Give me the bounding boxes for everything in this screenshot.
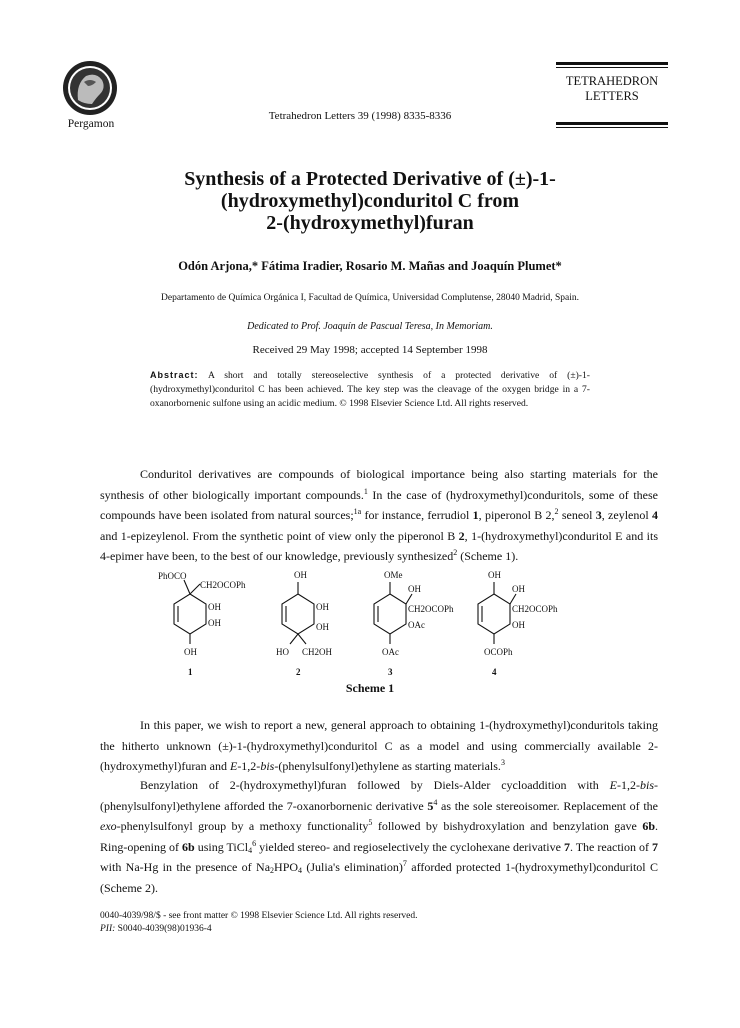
text-run: Benzylation of 2-(hydroxymethyl)furan followed by Diels-Alder cycloaddition with [140, 778, 610, 792]
text-run: E [609, 778, 617, 792]
compound-4-bottom: OCOPh [484, 647, 513, 657]
compound-3-structure [374, 582, 412, 644]
reference-mark: 1 [363, 486, 368, 496]
masthead-rule-bottom-thin [556, 127, 668, 128]
text-run: as the sole stereoisomer. Replacement of the [437, 798, 658, 813]
compound-number: 1 [472, 508, 479, 523]
affiliation: Departamento de Química Orgánica I, Facultad de Química, Universidad Complutense, 28040 Madrid, Spain. [161, 293, 579, 303]
text-run: , piperonol B 2, [478, 508, 555, 523]
text-run: -(phenylsulfonyl)ethylene as starting materials. [274, 759, 501, 774]
pii-label: PII: [100, 924, 116, 934]
compound-2-r2: OH [316, 622, 329, 632]
compound-number: 7 [652, 839, 659, 854]
text-run: HPO [274, 860, 299, 875]
received-dates: Received 29 May 1998; accepted 14 September 1998 [252, 344, 488, 356]
compound-4-r2: OH [512, 620, 525, 630]
journal-name [556, 74, 668, 104]
compound-number: 6b [182, 839, 195, 854]
compound-4-r1: CH2OCOPh [512, 604, 558, 614]
text-run: using TiCl [194, 839, 249, 854]
compound-2-structure [282, 582, 314, 644]
compound-number: 2 [458, 528, 465, 543]
pii-value: S0040-4039(98)01936-4 [115, 924, 212, 934]
compound-1-r1: OH [208, 602, 221, 612]
journal-citation: Tetrahedron Letters 39 (1998) 8335-8336 [268, 110, 452, 122]
compound-number: 5 [427, 798, 434, 813]
text-run: and 1-epizeylenol. From the synthetic point of view only the piperonol B [100, 528, 459, 543]
text-run: . The reaction of [569, 839, 653, 854]
compound-number: 6b [642, 819, 655, 834]
compound-number: 3 [595, 508, 602, 523]
dedication: Dedicated to Prof. Joaquín de Pascual Teresa, In Memoriam. [247, 321, 493, 332]
journal-name-line2: LETTERS [585, 89, 639, 103]
text-run: , zeylenol [601, 508, 652, 523]
text-run: . Ring-opening of [100, 819, 658, 854]
scheme-1-structures [150, 566, 590, 676]
pergamon-logo [62, 60, 118, 116]
reference-mark: 3 [500, 758, 505, 768]
reference-mark: 6 [252, 838, 257, 848]
abstract [150, 368, 590, 411]
reference-mark: 4 [433, 797, 438, 807]
compound-number: 4 [652, 508, 658, 523]
masthead-rule-bottom [556, 122, 668, 125]
publisher-name: Pergamon [67, 118, 115, 130]
reference-mark: 2 [453, 548, 458, 558]
compound-4-structure [478, 582, 516, 644]
subscript: 4 [298, 866, 303, 876]
text-run: E [229, 759, 238, 774]
text-run: In the case of (hydroxymethyl)conduritols, some of these compounds have been isolated from natural sources; [100, 487, 658, 523]
compound-3-r1: CH2OCOPh [408, 604, 454, 614]
text-run: In this paper, we wish to report a new, general approach to obtaining 1-(hydroxymethyl)conduritols taking the hitherto unknown (±)-1-(hydroxymethyl)conduritol C as a model and using commercially available 2-(hydroxymethyl)furan and [100, 718, 658, 774]
reference-mark: 2 [554, 507, 559, 517]
compound-1-top-left: PhOCO [158, 571, 187, 581]
compound-1-number: 1 [188, 667, 193, 676]
compound-4-number: 4 [492, 667, 497, 676]
compound-3-top: OMe [384, 570, 403, 580]
compound-2-number: 2 [296, 667, 301, 676]
text-run: Conduritol derivatives are compounds of biological importance being also starting materials for the synthesis of other biologically important compounds. [100, 467, 658, 502]
text-run: for instance, ferrudiol [361, 508, 473, 523]
text-run: (Julia's elimination) [302, 860, 403, 875]
text-run: bis [639, 778, 654, 792]
text-run: , 1-(hydroxymethyl)conduritol E and its 4-epimer have been, to the best of our knowledge, previously synthesized [100, 528, 658, 564]
text-run: (Scheme 1). [457, 549, 519, 564]
text-run: afforded protected 1-(hydroxymethyl)conduritol C (Scheme 2). [100, 860, 658, 895]
compound-2-top: OH [294, 570, 307, 580]
reference-mark: 1a [353, 507, 362, 517]
compound-2-bottom-right: CH2OH [302, 647, 333, 657]
body-paragraph-3 [100, 775, 658, 899]
text-run: -(phenylsulfonyl)ethylene afforded the 7-oxanorbornenic derivative [100, 778, 658, 813]
article-title [140, 168, 600, 234]
compound-1-top-right: CH2OCOPh [200, 580, 246, 590]
compound-1-bottom: OH [184, 647, 197, 657]
text-run: -phenylsulfonyl group by a methoxy functionality [116, 819, 369, 834]
text-run: followed by bishydroxylation and benzylation gave [372, 819, 643, 834]
reference-mark: 7 [402, 859, 407, 869]
copyright-line: 0040-4039/98/$ - see front matter © 1998 Elsevier Science Ltd. All rights reserved. [100, 911, 418, 921]
text-run: exo [100, 819, 117, 834]
journal-name-line1: TETRAHEDRON [565, 74, 659, 88]
compound-3-number: 3 [388, 667, 393, 676]
masthead-rule-top-thin [556, 67, 668, 68]
text-run: bis [260, 759, 275, 774]
compound-number: 7 [563, 839, 570, 854]
compound-1-r2: OH [208, 618, 221, 628]
body-paragraph-2 [100, 715, 658, 777]
subscript: 4 [248, 845, 253, 855]
title-line-1: Synthesis of a Protected Derivative of (±)-1- [184, 168, 556, 190]
abstract-text: A short and totally stereoselective synthesis of a protected derivative of (±)-1-(hydroxymethyl)conduritol C has been achieved. The key step was the cleavage of the oxygen bridge in a 7-oxanorbornenic sulfone using an acidic medium. © 1998 Elsevier Science Ltd. All rights reserved. [150, 370, 590, 409]
reference-mark: 5 [368, 818, 373, 828]
body-paragraph-1 [100, 464, 658, 567]
scheme-caption: Scheme 1 [345, 681, 395, 695]
pii-line [100, 923, 600, 936]
text-run: seneol [558, 508, 596, 523]
page-footer [100, 910, 600, 936]
compound-3-top-right: OH [408, 584, 421, 594]
text-run: -1,2- [616, 778, 640, 792]
compound-2-r1: OH [316, 602, 329, 612]
title-line-3: 2-(hydroxymethyl)furan [266, 212, 474, 234]
subscript: 2 [270, 866, 275, 876]
compound-4-top-right: OH [512, 584, 525, 594]
title-line-2: (hydroxymethyl)conduritol C from [220, 190, 520, 212]
compound-3-r2: OAc [408, 620, 425, 630]
text-run: -1,2- [237, 759, 261, 774]
journal-masthead [556, 62, 668, 128]
compound-3-bottom: OAc [382, 647, 399, 657]
abstract-label: Abstract: [150, 370, 199, 380]
author-list: Odón Arjona,* Fátima Iradier, Rosario M. Mañas and Joaquín Plumet* [178, 259, 562, 273]
compound-2-bottom-left: HO [276, 647, 289, 657]
masthead-rule-top [556, 62, 668, 65]
text-run: with Na-Hg in the presence of Na [100, 860, 271, 875]
compound-4-top: OH [488, 570, 501, 580]
text-run: yielded stereo- and regioselectively the cyclohexane derivative [256, 839, 564, 854]
